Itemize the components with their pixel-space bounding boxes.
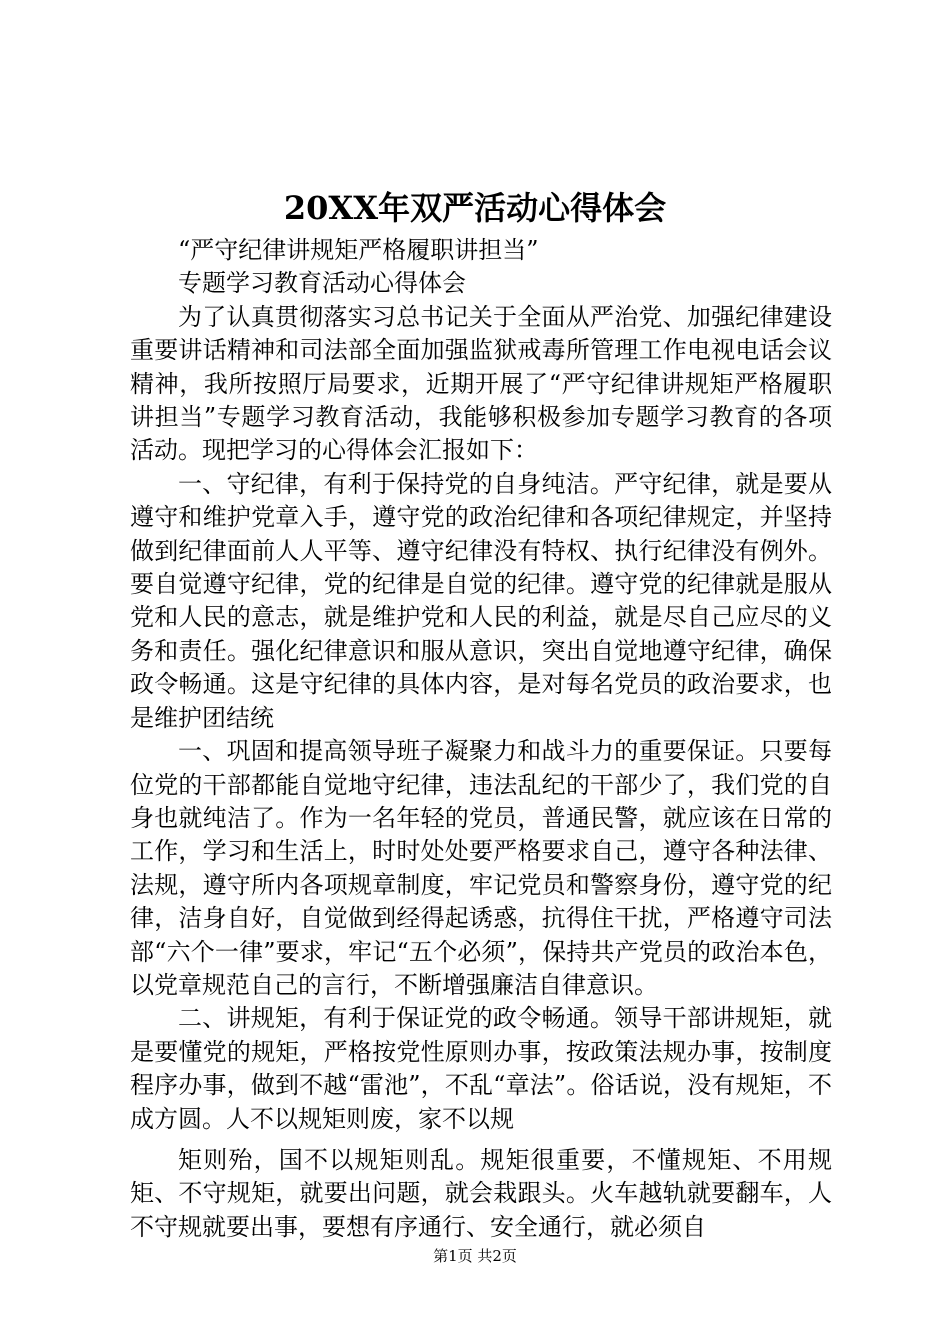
subtitle-line-2: 专题学习教育活动心得体会 — [178, 269, 466, 298]
paragraph-rules: 二、讲规矩，有利于保证党的政令畅通。领导干部讲规矩，就是要懂党的规矩，严格按党性原则办事，按政策法规办事，按制度程序办事，做到不越“雷池”，不乱“章法”。俗话说，没有规矩，不成方圆。人不以规矩则废，家不以规 — [130, 1004, 832, 1133]
document-title: 20XX年双严活动心得体会 — [283, 189, 667, 227]
paragraph-consolidate: 一、巩固和提高领导班子凝聚力和战斗力的重要保证。只要每位党的干部都能自觉地守纪律，违法乱纪的干部少了，我们党的自身也就纯洁了。作为一名年轻的党员，普通民警，就应该在日常的工作，学习和生活上，时时处处要严格要求自己，遵守各种法律、法规，遵守所内各项规章制度，牢记党员和警察身份，遵守党的纪律，洁身自好，自觉做到经得起诱惑，抗得住干扰，严格遵守司法部“六个一律”要求，牢记“五个必须”，保持共产党员的政治本色，以党章规范自己的言行，不断增强廉洁自律意识。 — [130, 737, 832, 999]
page-number: 第1页 共2页 — [433, 1247, 517, 1265]
paragraph-rules-continued: 矩则殆，国不以规矩则乱。规矩很重要，不懂规矩、不用规矩、不守规矩，就要出问题，就会栽跟头。火车越轨就要翻车，人不守规就要出事，要想有序通行、安全通行，就必须自 — [130, 1145, 832, 1241]
paragraph-discipline: 一、守纪律，有利于保持党的自身纯洁。严守纪律，就是要从遵守和维护党章入手，遵守党的政治纪律和各项纪律规定，并坚持做到纪律面前人人平等、遵守纪律没有特权、执行纪律没有例外。要自觉遵守纪律，党的纪律是自觉的纪律。遵守党的纪律就是服从党和人民的意志，就是维护党和人民的利益，就是尽自己应尽的义务和责任。强化纪律意识和服从意识，突出自觉地遵守纪律，确保政令畅通。这是守纪律的具体内容，是对每名党员的政治要求，也是维护团结统 — [130, 469, 832, 732]
subtitle-line-1: “严守纪律讲规矩严格履职讲担当” — [178, 236, 539, 264]
document-body — [130, 234, 832, 1244]
paragraph-intro: 为了认真贯彻落实习总书记关于全面从严治党、加强纪律建设重要讲话精神和司法部全面加强监狱戒毒所管理工作电视电话会议精神，我所按照厅局要求，近期开展了“严守纪律讲规矩严格履职讲担当”专题学习教育活动，我能够积极参加专题学习教育的各项活动。现把学习的心得体会汇报如下： — [130, 302, 832, 465]
